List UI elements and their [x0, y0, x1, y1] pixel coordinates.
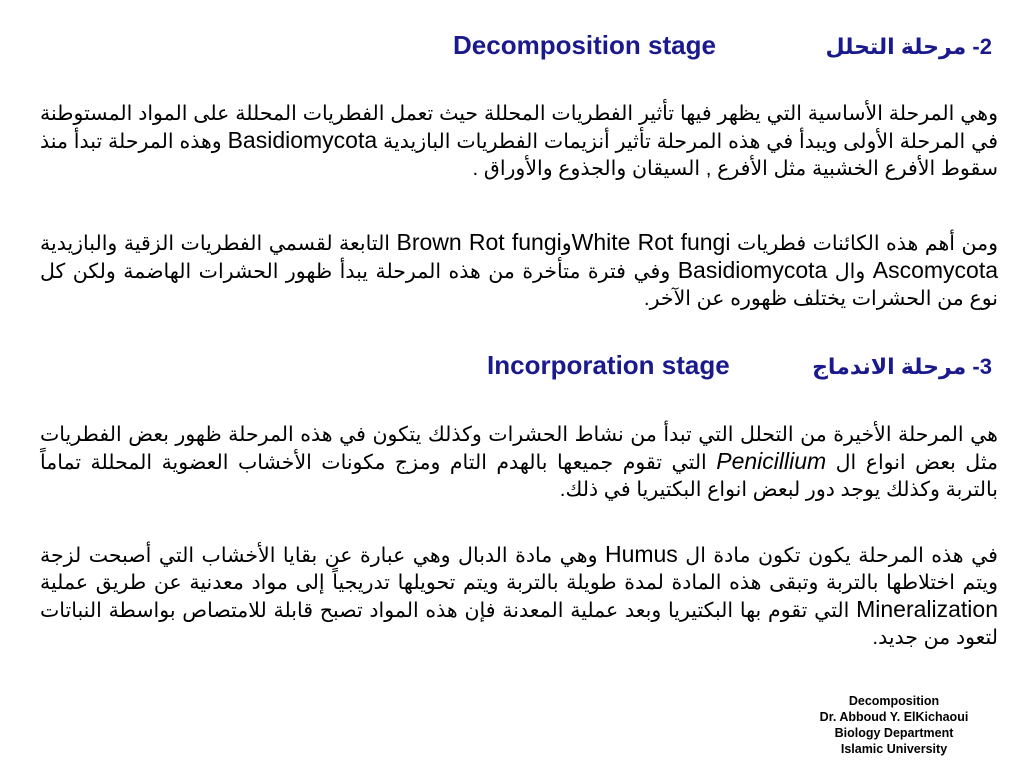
section3-heading-ar: 3- مرحلة الاندماج	[812, 354, 992, 379]
text-run: ومن أهم هذه الكائنات فطريات	[730, 232, 998, 255]
term-penicillium: Penicillium	[716, 448, 827, 474]
term-white-rot-fungi: White Rot fungi	[571, 229, 731, 255]
section3-heading-row	[40, 348, 1000, 388]
term-brown-rot-fungi: Brown Rot fungi	[396, 229, 562, 255]
term-basidiomycota: Basidiomycota	[227, 127, 378, 153]
section2-heading-ar: 2- مرحلة التحلل	[825, 34, 992, 59]
footer-author: Dr. Abboud Y. ElKichaoui	[819, 710, 969, 724]
section2-heading-en: Decomposition stage	[453, 30, 716, 60]
footer	[794, 693, 994, 757]
text-run: التابعة لقسمي الفطريات الزقية والبازيدية	[40, 232, 397, 255]
footer-university: Islamic University	[840, 742, 948, 756]
text-run: وهي المرحلة الأساسية التي يظهر فيها تأثير الفطريات المحللة حيث تعمل الفطريات المحللة على المواد المستوطنة في المرحلة الأولى ويبدأ في هذه المرحلة تأثير أنزيمات الفطريات البازيدية	[40, 102, 998, 153]
section2-paragraph-1	[40, 100, 998, 182]
section2-heading-row	[40, 28, 1000, 68]
text-run: و	[561, 232, 572, 255]
term-humus: Humus	[604, 541, 678, 567]
term-basidiomycota: Basidiomycota	[677, 257, 828, 283]
text-run: هي المرحلة الأخيرة من التحلل التي تبدأ من نشاط الحشرات وكذلك يتكون في هذه المرحلة ظهور بعض الفطريات مثل بعض انواع ال	[40, 423, 998, 474]
text-run: وفي فترة متأخرة من هذه المرحلة يبدأ ظهور الحشرات الهاضمة ولكن كل نوع من الحشرات يختلف ظهوره عن الآخر.	[40, 260, 998, 310]
footer-title: Decomposition	[848, 694, 940, 708]
footer-department: Biology Department	[834, 726, 954, 740]
section3-heading-en: Incorporation stage	[487, 350, 730, 380]
text-run: التي تقوم بها البكتيريا وبعد عملية المعدنة فإن هذه المواد تصبح قابلة للامتصاص بواسطة النباتات لتعود من جديد.	[40, 599, 998, 649]
section3-paragraph-2	[40, 541, 998, 651]
term-ascomycota: Ascomycota	[872, 257, 998, 283]
text-run: وهذه المرحلة تبدأ منذ سقوط الأفرع الخشبية مثل الأفرع , السيقان والجذوع والأوراق .	[40, 130, 998, 180]
text-run: في هذه المرحلة يكون تكون مادة ال	[677, 544, 998, 567]
section3-paragraph-1	[40, 421, 998, 503]
text-run: وال	[827, 260, 873, 283]
text-run: وهي مادة الدبال وهي عبارة عن بقايا الأخشاب التي أصبحت لزجة ويتم اختلاطها بالتربة وتبقى هذه المادة لمدة طويلة بالتربة ويتم تحويلها تدريجياً إلى مواد معدنية عن طريق عملية	[40, 544, 998, 594]
text-run: التي تقوم جميعها بالهدم التام ومزج مكونات الأخشاب العضوية المحللة تماماً بالتربة وكذلك يوجد دور لبعض انواع البكتيريا في ذلك.	[40, 451, 998, 501]
term-mineralization: Mineralization	[856, 596, 998, 622]
section2-paragraph-2	[40, 229, 998, 312]
